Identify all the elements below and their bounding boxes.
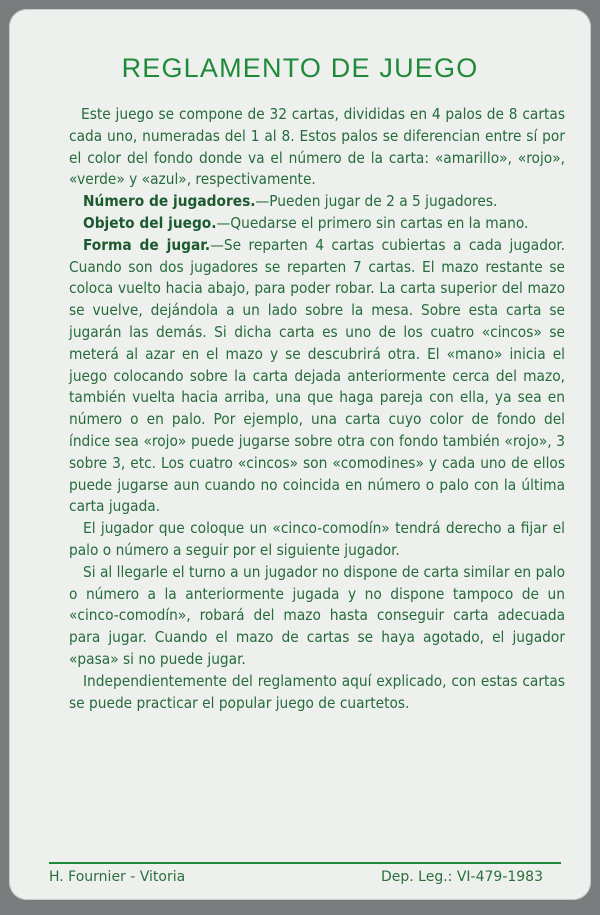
footer-divider [49,862,561,864]
rules-card [9,9,591,900]
section-label: Forma de jugar. [83,235,211,254]
section-objective [69,213,565,235]
intro-paragraph: Este juego se compone de 32 cartas, divididas en 4 palos de 8 cartas cada uno, numeradas del 1 al 8. Estos palos se diferencian entre sí por el color del fondo donde va el número de la carta: «amarillo», «rojo», «verde» y «azul», respectivamente. [69,105,565,189]
paragraph-cinco: El jugador que coloque un «cinco-comodín» tendrá derecho a fijar el palo o número a seguir por el siguiente jugador. [69,519,565,559]
page-title: REGLAMENTO DE JUEGO [121,53,479,83]
section-text: —Pueden jugar de 2 a 5 jugadores. [255,192,498,211]
section-label: Objeto del juego. [83,213,217,232]
section-text: —Se reparten 4 cartas cubiertas a cada jugador. Cuando son dos jugadores se reparten 7 cartas. El mazo restante se coloca vuelto hacia abajo, para poder robar. La carta superior del mazo se vuelve, dejándola a un lado sobre la mesa. Sobre esta carta se jugarán las demás. Si dicha carta es uno de los cuatro «cincos» se meterá al azar en el mazo y se descubrirá otra. El «mano» inicia el juego colocando sobre la carta dejada anteriormente cerca del mazo, también vuelta hacia arriba, una que haga pareja con ella, ya sea en número o en palo. Por ejemplo, una carta cuyo color de fondo del índice sea «rojo» puede jugarse sobre otra con fondo también «rojo», 3 sobre 3, etc. Los cuatro «cincos» son «comodines» y cada uno de ellos puede jugarse aun cuando no coincida en número o palo con la última carta jugada. [69,235,565,516]
paragraph-cuartetos: Independientemente del reglamento aquí explicado, con estas cartas se puede practicar el popular juego de cuartetos. [69,671,565,712]
section-players [69,191,565,213]
section-label: Número de jugadores. [83,192,256,211]
rules-body [69,104,565,714]
legal-deposit-text: Dep. Leg.: VI-479-1983 [380,869,543,885]
section-text: —Quedarse el primero sin cartas en la mano. [216,213,529,232]
paragraph-turn: Si al llegarle el turno a un jugador no dispone de carta similar en palo o número a la anteriormente jugada y no dispone tampoco de un «cinco-comodín», robará del mazo hasta conseguir carta adecuada para jugar. Cuando el mazo de cartas se haya agotado, el jugador «pasa» si no puede jugar. [69,562,565,668]
publisher-text: H. Fournier - Vitoria [49,869,186,885]
section-howto [69,235,565,518]
